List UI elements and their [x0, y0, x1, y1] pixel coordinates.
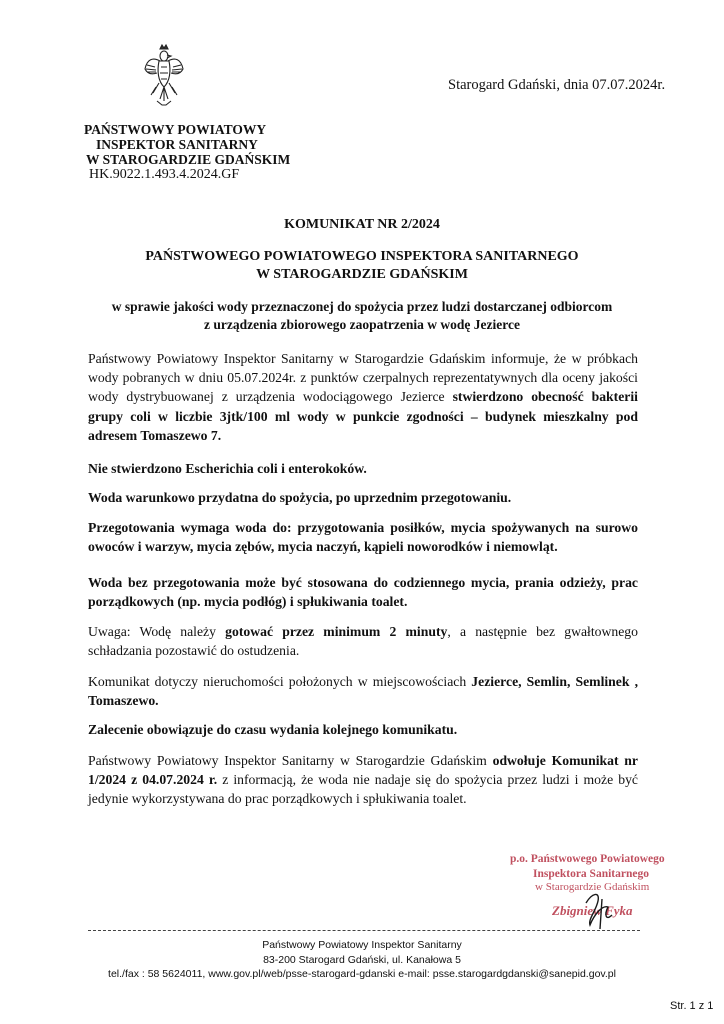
localities-text: Komunikat dotyczy nieruchomości położonych w miejscowościach — [88, 674, 472, 689]
stamp-line2: Inspektora Sanitarnego — [533, 868, 649, 880]
paragraph-revocation — [88, 751, 638, 809]
paragraph-boiling-required — [88, 518, 638, 556]
handwritten-signature-icon — [578, 885, 628, 935]
warning-text-a: Uwaga: Wodę należy — [88, 624, 226, 639]
footer-divider — [88, 930, 640, 931]
authority-line1: PAŃSTWOWEGO POWIATOWEGO INSPEKTORA SANITARNEGO — [145, 249, 579, 264]
revocation-text-bold: odwołuje Komunikat nr 1/2024 z 04.07.2024 r. — [88, 753, 638, 788]
stamp-name: Zbigniew Fyka — [552, 903, 633, 918]
boiling-required-text: Przegotowania wymaga woda do: przygotowania posiłków, mycia spożywanych na surowo owoców i warzyw, mycia zębów, mycia naczyń, kąpieli noworodków i niemowląt. — [88, 520, 638, 555]
without-boiling-text: Woda bez przegotowania może być stosowana do codziennego mycia, prania odzieży, prac porządkowych (np. mycia podłóg) i spłukiwania toalet. — [88, 575, 638, 610]
warning-text-c: , a następnie bez gwałtownego schładzania pozostawić do ostudzenia. — [88, 624, 638, 659]
findings-text: Państwowy Powiatowy Inspektor Sanitarny w Starogardzie Gdańskim informuje, że w próbkach wody pobranych w dniu 05.07.2024r. z punktów czerpalnych reprezentatywnych dla oceny jakości wody dystrybuowanej z urządzenia wodociągowego Jezierce — [88, 351, 638, 405]
subject-line2: z urządzenia zbiorowego zaopatrzenia w wodę Jezierce — [204, 317, 520, 332]
revocation-text-a: Państwowy Powiatowy Inspektor Sanitarny w Starogardzie Gdańskim — [88, 753, 493, 768]
footer-institution: Państwowy Powiatowy Inspektor Sanitarny — [262, 939, 462, 951]
place-and-date: Starogard Gdański, dnia 07.07.2024r. — [448, 77, 666, 93]
page-number: Str. 1 z 1 — [670, 1000, 714, 1012]
conditional-text: Woda warunkowo przydatna do spożycia, po uprzednim przegotowaniu. — [88, 490, 512, 505]
office-name-line3: W STAROGARDZIE GDAŃSKIM — [86, 152, 291, 167]
footer-contact: tel./fax : 58 5624011, www.gov.pl/web/psse-starogard-gdanski e-mail: psse.starogardgdanski@sanepid.gov.pl — [108, 968, 616, 980]
paragraph-findings — [88, 349, 638, 445]
office-name-line2: INSPEKTOR SANITARNY — [96, 137, 258, 152]
paragraph-warning — [88, 622, 638, 660]
office-name-line1: PAŃSTWOWY POWIATOWY — [84, 122, 267, 137]
authority-line2: W STAROGARDZIE GDAŃSKIM — [256, 267, 468, 282]
stamp-line1: p.o. Państwowego Powiatowego — [510, 853, 665, 865]
stamp-line3: w Starogardzie Gdańskim — [535, 881, 650, 893]
footer-address: 83-200 Starogard Gdański, ul. Kanałowa 5 — [263, 954, 461, 966]
validity-text: Zalecenie obowiązuje do czasu wydania kolejnego komunikatu. — [88, 722, 458, 737]
no-ecoli-text: Nie stwierdzono Escherichia coli i enterokoków. — [88, 461, 367, 476]
revocation-text-c: z informacją, że woda nie nadaje się do spożycia przez ludzi i może być jedynie wykorzystywana do prac porządkowych i spłukiwania toalet. — [88, 772, 638, 807]
paragraph-validity — [88, 720, 638, 739]
document-title: KOMUNIKAT NR 2/2024 — [284, 217, 440, 232]
paragraph-without-boiling — [88, 573, 638, 611]
paragraph-no-ecoli — [88, 459, 638, 478]
polish-eagle-emblem-icon — [143, 43, 185, 109]
paragraph-localities — [88, 672, 638, 710]
subject-line1: w sprawie jakości wody przeznaczonej do spożycia przez ludzi dostarczanej odbiorcom — [111, 299, 613, 314]
findings-bold-text: stwierdzono obecność bakterii grupy coli w liczbie 3jtk/100 ml wody w punkcie zgodności – budynek mieszkalny pod adresem Tomaszewo 7. — [88, 389, 638, 443]
paragraph-conditional — [88, 488, 638, 507]
warning-text-bold: gotować przez minimum 2 minuty — [225, 624, 448, 639]
case-number: HK.9022.1.493.4.2024.GF — [89, 167, 240, 182]
localities-bold: Jezierce, Semlin, Semlinek , Tomaszewo. — [88, 674, 638, 709]
